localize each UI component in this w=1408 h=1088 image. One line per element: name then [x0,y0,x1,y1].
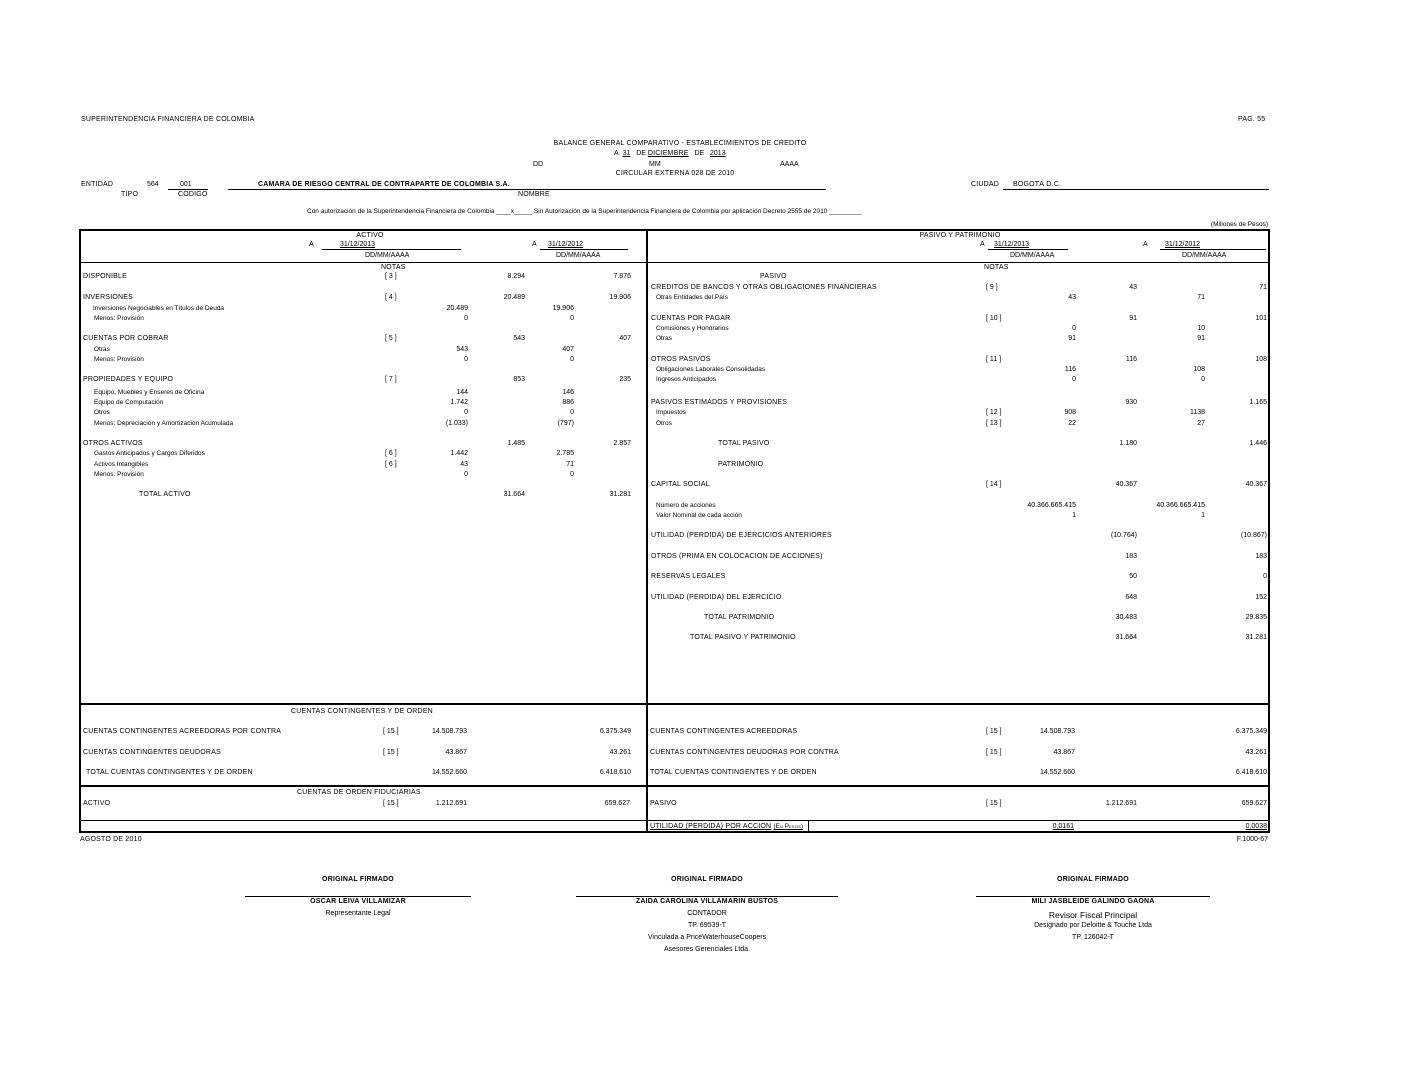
agency-name: SUPERINTENDENCIA FINANCIERA DE COLOMBIA [81,116,255,123]
signature-line [245,896,471,897]
contingente-right-2013: 43.867 [1053,749,1075,756]
fiduciarias-title: CUENTAS DE ORDEN FIDUCIARIAS [297,789,421,796]
footer-date: AGOSTO DE 2010 [80,836,142,843]
activo-row-label: Otras [94,346,110,353]
pasivo-row-total-2013: 30.483 [1115,614,1137,621]
contingente-left-2013: 14.508.793 [431,728,467,735]
signature-status: ORIGINAL FIRMADO [671,876,743,883]
activo-row-total-2012: 407 [619,335,631,342]
pasivo-row-sub-2012: 1138 [1189,409,1205,416]
signature-detail: CONTADOR [687,910,727,917]
activo-row-label: PROPIEDADES Y EQUIPO [83,376,174,383]
pasivo-row-nota: [ 14 ] [986,481,1002,488]
pasivo-row-total-2013: 40.367 [1115,481,1137,488]
pasivo-row-total-2012: 29.835 [1245,614,1267,621]
activo-row-label: Activos Intangibles [94,461,149,468]
pasivo-row-sub-2013: 116 [1064,366,1076,373]
fiduciarias-activo-v2: 659.627 [604,800,630,807]
contingente-right-nota: [ 15 ] [986,749,1002,756]
aaaa-label: AAAA [780,161,799,168]
pasivo-row-total-2013: 50 [1129,573,1137,580]
pasivo-row-label: UTILIDAD (PERDIDA) DEL EJERCICIO [651,594,782,601]
pasivo-row-total-2012: 31.281 [1245,634,1267,641]
signature-detail: TP. 69539-T [687,922,726,929]
activo-row-total-2012: 19.906 [609,294,631,301]
activo-row-sub-2013: 0 [464,471,468,478]
fiduciarias-pasivo-nota: [ 15 ] [986,800,1002,807]
signature-status: ORIGINAL FIRMADO [1057,876,1129,883]
signature-detail: Revisor Fiscal Principal [1048,910,1138,920]
pasivo-a2: A [1143,241,1148,248]
pasivo-row-sub-2013: 43 [1068,294,1076,301]
activo-date2: 31/12/2012 [548,241,584,248]
pasivo-row-total-2013: 183 [1125,553,1137,560]
date-prefix: A [614,150,619,157]
contingente-right-2012: 43.261 [1245,749,1267,756]
activo-row-nota: [ 5 ] [385,335,397,342]
pasivo-row-total-2012: 1.165 [1249,399,1267,406]
pasivo-row-label: Otras [656,335,672,342]
signature-name: OSCAR LEIVA VILLAMIZAR [310,898,406,905]
activo-row-total-2012: 7.876 [613,273,631,280]
activo-row-label: Inversiones Negociables en Títulos de Deuda [93,305,225,312]
activo-row-sub-2013: 144 [456,389,468,396]
pasivo-ddmm2: DD/MM/AAAA [1182,252,1227,259]
activo-row-sub-2012: 2.785 [556,450,574,457]
pasivo-row-total-2012: 152 [1255,594,1267,601]
pasivo-row-label: OTROS (PRIMA EN COLOCACION DE ACCIONES) [651,553,823,560]
signature-detail: Representante Legal [325,910,391,917]
activo-row-total-2012: 235 [619,376,631,383]
pasivo-row-total-2012: 1.446 [1249,440,1267,447]
entity-label: ENTIDAD [81,181,114,188]
pasivo-row-total-2012: 101 [1255,315,1267,322]
activo-row-sub-2013: 1.742 [450,399,468,406]
authorization-line: Con autorización de la Superintendencia Financiera de Colombia ____x_____ Sin Autorización de la Superintendencia Financiera de Colombia por aplicación Decreto 2555 de 2010 _________ [307,208,862,215]
pasivo-row-nota: [ 11 ] [986,356,1002,363]
pasivo-row-label: CAPITAL SOCIAL [651,481,710,488]
fiduciarias-divider [80,785,1269,787]
pasivo-row-sub-2012: 10 [1197,325,1205,332]
activo-title: ACTIVO [356,232,384,239]
activo-row-label: OTROS ACTIVOS [83,440,143,447]
contingente-right-2012: 6.418.610 [1235,769,1267,776]
pasivo-row-sub-2012: 0 [1201,376,1205,383]
activo-row-label: Equipo de Computación [94,399,164,406]
contingente-left-nota: [ 15 ] [383,749,399,756]
activo-row-label: TOTAL ACTIVO [139,491,191,498]
contingente-left-label: TOTAL CUENTAS CONTINGENTES Y DE ORDEN [86,769,253,776]
activo-row-sub-2012: (797) [557,420,574,427]
pasivo-row-label: PASIVOS ESTIMADOS Y PROVISIONES [651,399,788,406]
circular-label: CIRCULAR EXTERNA 028 DE 2010 [615,170,735,177]
activo-row-total-2012: 2.857 [613,440,631,447]
contingente-left-2012: 43.261 [609,749,631,756]
units-label: (Millones de Pesos) [1210,221,1268,228]
pasivo-row-sub-2013: 40.366.665.415 [1027,502,1076,509]
pasivo-ddmm1: DD/MM/AAAA [1010,252,1055,259]
pasivo-row-total-2012: 0 [1263,573,1267,580]
pasivo-row-total-2012: 40.367 [1245,481,1267,488]
pasivo-row-total-2013: 648 [1125,594,1137,601]
pasivo-row-total-2013: 930 [1125,399,1137,406]
dd-label: DD [533,161,544,168]
activo-row-sub-2013: 0 [464,315,468,322]
pasivo-row-label: Ingresos Anticipados [656,376,716,383]
activo-row-nota: [ 6 ] [385,450,397,457]
contingente-right-nota: [ 15 ] [986,728,1002,735]
signature-detail: Designado por Deloitte & Touche Ltda [1034,922,1152,929]
activo-row-label: Gastos Anticipados y Cargos Diferidos [94,450,205,457]
fiduciarias-pasivo-label: PASIVO [650,800,677,807]
activo-row-sub-2012: 0 [570,356,574,363]
activo-row-sub-2012: 19.906 [552,305,574,312]
activo-row-sub-2013: 20.489 [446,305,468,312]
signature-detail: Vinculada a PriceWaterhouseCoopers [647,934,767,941]
pasivo-section-label: PASIVO [760,273,787,280]
signature-status: ORIGINAL FIRMADO [322,876,394,883]
report-title: BALANCE GENERAL COMPARATIVO - ESTABLECIMIENTOS DE CREDITO [553,140,807,147]
pasivo-date2: 31/12/2012 [1165,241,1201,248]
contingente-right-label: TOTAL CUENTAS CONTINGENTES Y DE ORDEN [650,769,817,776]
activo-row-label: Menos: Provisión [94,356,144,363]
signature-line [976,896,1210,897]
activo-row-total-2013: 853 [513,376,525,383]
activo-ddmm1: DD/MM/AAAA [365,252,410,259]
nombre-label: NOMBRE [518,191,550,198]
pasivo-title: PASIVO Y PATRIMONIO [919,232,1001,239]
utilidad-accion-text: UTILIDAD (PERDIDA) POR ACCION [650,823,772,830]
activo-row-total-2013: 1.485 [507,440,525,447]
pasivo-row-total-2013: (10.764) [1110,532,1137,539]
activo-row-sub-2013: (1.033) [445,420,468,427]
activo-row-label: Equipo, Muebles y Enseres de Oficina [94,389,205,396]
pasivo-row-nota: [ 10 ] [986,315,1002,322]
pasivo-row-total-2012: (10.867) [1240,532,1267,539]
pasivo-notas-header: NOTAS [984,264,1009,271]
activo-row-label: INVERSIONES [83,294,134,301]
activo-a2: A [532,241,537,248]
pasivo-row-nota: [ 9 ] [986,284,998,291]
contingente-right-2012: 6.375.349 [1235,728,1267,735]
pasivo-a1: A [980,241,985,248]
activo-row-sub-2012: 71 [566,461,574,468]
pasivo-row-label: Número de acciones [656,502,716,509]
column-divider [646,230,648,832]
pasivo-row-label: UTILIDAD (PERDIDA) DE EJERCICIOS ANTERIORES [651,532,832,539]
signature-name: MILI JASBLEIDE GALINDO GAONA [1031,898,1155,905]
date-year: 2013 [710,150,726,157]
utilidad-accion-suffix: (En Pesos) [773,824,804,830]
contingente-left-label: CUENTAS CONTINGENTES ACREEDORAS POR CONTRA [83,728,282,735]
pasivo-row-sub-2013: 22 [1068,420,1076,427]
activo-row-label: DISPONIBLE [83,273,128,280]
pasivo-row-total-2013: 31.664 [1115,634,1137,641]
activo-row-sub-2012: 886 [562,399,574,406]
header-divider [80,262,1269,263]
page-number: PAG. 55 [1238,116,1266,123]
pasivo-row-sub-2013: 0 [1072,325,1076,332]
activo-row-total-2013: 20.489 [503,294,525,301]
pasivo-row-sub-2013: 1 [1072,512,1076,519]
pasivo-row-nota: [ 13 ] [986,420,1002,427]
activo-row-label: Menos: Depreciación y Amortización Acumulada [94,420,234,427]
pasivo-row-total-2012: 183 [1255,553,1267,560]
pasivo-row-label: TOTAL PASIVO Y PATRIMONIO [690,634,796,641]
pasivo-row-label: Valor Nominal de cada acción [656,512,742,519]
activo-row-total-2013: 8.294 [507,273,525,280]
pasivo-row-sub-2013: 0 [1072,376,1076,383]
contingente-right-label: CUENTAS CONTINGENTES ACREEDORAS [650,728,798,735]
pasivo-row-label: Otras Entidades del País [656,294,728,301]
pasivo-row-total-2013: 43 [1129,284,1137,291]
activo-row-label: CUENTAS POR COBRAR [83,335,169,342]
pasivo-row-sub-2012: 27 [1197,420,1205,427]
pasivo-row-nota: [ 12 ] [986,409,1002,416]
fiduciarias-pasivo-v1: 1.212.691 [1105,800,1137,807]
pasivo-row-label: TOTAL PATRIMONIO [704,614,775,621]
activo-row-sub-2012: 0 [570,471,574,478]
pasivo-row-sub-2013: 91 [1068,335,1076,342]
pasivo-row-sub-2012: 40.366.665.415 [1156,502,1205,509]
city-value: BOGOTÁ D.C. [1013,181,1062,188]
contingente-left-2013: 43.867 [445,749,467,756]
signature-detail: TP. 126042-T [1072,934,1114,941]
activo-row-sub-2012: 146 [562,389,574,396]
activo-row-nota: [ 7 ] [385,376,397,383]
contingente-left-2012: 6.375.349 [599,728,631,735]
pasivo-row-sub-2012: 108 [1193,366,1205,373]
date-month-of: DE [694,150,705,157]
city-label: CIUDAD [971,181,1000,188]
activo-row-sub-2013: 543 [456,346,468,353]
activo-row-total-2012: 31.281 [609,491,631,498]
activo-row-label: Menos: Provisión [94,315,144,322]
pasivo-row-total-2012: 71 [1259,284,1267,291]
report-date [614,150,726,157]
contingente-left-2012: 6.418.610 [599,769,631,776]
activo-a1: A [309,241,314,248]
signature-line [576,896,838,897]
pasivo-row-label: RESERVAS LEGALES [651,573,726,580]
pasivo-row-sub-2012: 71 [1197,294,1205,301]
contingentes-divider [80,703,1269,705]
date-day-of: DE [636,150,646,157]
footer-form-code: F.1000-67 [1236,836,1268,843]
utilidad-accion-v1: 0,0161 [1052,823,1074,830]
date-month: DICIEMBRE [647,150,689,157]
activo-row-sub-2013: 43 [460,461,468,468]
tipo-label: TIPO [121,191,139,198]
fiduciarias-activo-label: ACTIVO [83,800,111,807]
pasivo-row-sub-2013: 908 [1064,409,1076,416]
pasivo-row-label: Impuestos [656,409,686,416]
activo-row-total-2013: 31.664 [503,491,525,498]
contingente-right-label: CUENTAS CONTINGENTES DEUDORAS POR CONTRA [650,749,839,756]
pasivo-row-sub-2012: 1 [1201,512,1205,519]
activo-row-sub-2012: 407 [562,346,574,353]
entity-code: 001 [180,181,192,188]
pasivo-row-total-2012: 108 [1255,356,1267,363]
mm-label: MM [649,161,661,168]
pasivo-row-label: CUENTAS POR PAGAR [651,315,731,322]
activo-date1: 31/12/2013 [340,241,376,248]
activo-row-total-2013: 543 [513,335,525,342]
pasivo-row-label: PATRIMONIO [718,461,764,468]
fiduciarias-activo-v1: 1.212.691 [435,800,467,807]
pasivo-row-sub-2012: 91 [1197,335,1205,342]
entity-name: CAMARA DE RIESGO CENTRAL DE CONTRAPARTE DE COLOMBIA S.A. [258,181,510,188]
pasivo-row-label: TOTAL PASIVO [718,440,770,447]
activo-row-sub-2013: 1.442 [450,450,468,457]
contingente-left-2013: 14.552.660 [431,769,467,776]
signature-name: ZAIDA CAROLINA VILLAMARIN BUSTOS [635,898,779,905]
activo-row-sub-2012: 0 [570,409,574,416]
contingentes-title: CUENTAS CONTINGENTES Y DE ORDEN [291,708,433,715]
pasivo-row-label: Otros [656,420,672,427]
pasivo-row-label: CREDITOS DE BANCOS Y OTRAS OBLIGACIONES FINANCIERAS [651,284,877,291]
pasivo-row-total-2013: 116 [1125,356,1137,363]
pasivo-date1: 31/12/2013 [994,241,1030,248]
activo-row-label: Menos: Provisión [94,471,144,478]
pasivo-row-total-2013: 91 [1129,315,1137,322]
activo-row-nota: [ 4 ] [385,294,397,301]
activo-row-nota: [ 3 ] [385,273,397,280]
utilidad-accion-label [650,823,803,830]
contingente-right-2013: 14.508.793 [1039,728,1075,735]
activo-row-label: Otros [94,409,110,416]
activo-row-sub-2013: 0 [464,356,468,363]
pasivo-row-label: Comisiones y Honorarios [656,325,729,332]
fiduciarias-pasivo-v2: 659.627 [1241,800,1267,807]
pasivo-row-total-2013: 1.180 [1119,440,1137,447]
contingente-left-label: CUENTAS CONTINGENTES DEUDORAS [83,749,221,756]
entity-type: 564 [147,181,159,188]
fiduciarias-activo-nota: [ 15 ] [383,800,399,807]
utilidad-divider [80,820,1269,821]
pasivo-row-label: Obligaciones Laborales Consolidadas [656,366,766,373]
activo-row-nota: [ 6 ] [385,461,397,468]
activo-notas-header: NOTAS [381,264,406,271]
utilidad-accion-v2: 0,0038 [1245,823,1267,830]
activo-ddmm2: DD/MM/AAAA [556,252,601,259]
signature-detail: Asesores Gerenciales Ltda. [664,946,750,953]
contingente-right-2013: 14.552.660 [1039,769,1075,776]
date-day: 31 [622,150,631,157]
contingente-left-nota: [ 15 ] [383,728,399,735]
activo-row-sub-2012: 0 [570,315,574,322]
activo-row-sub-2013: 0 [464,409,468,416]
codigo-label: CODIGO [178,191,208,198]
pasivo-row-label: OTROS PASIVOS [651,356,711,363]
